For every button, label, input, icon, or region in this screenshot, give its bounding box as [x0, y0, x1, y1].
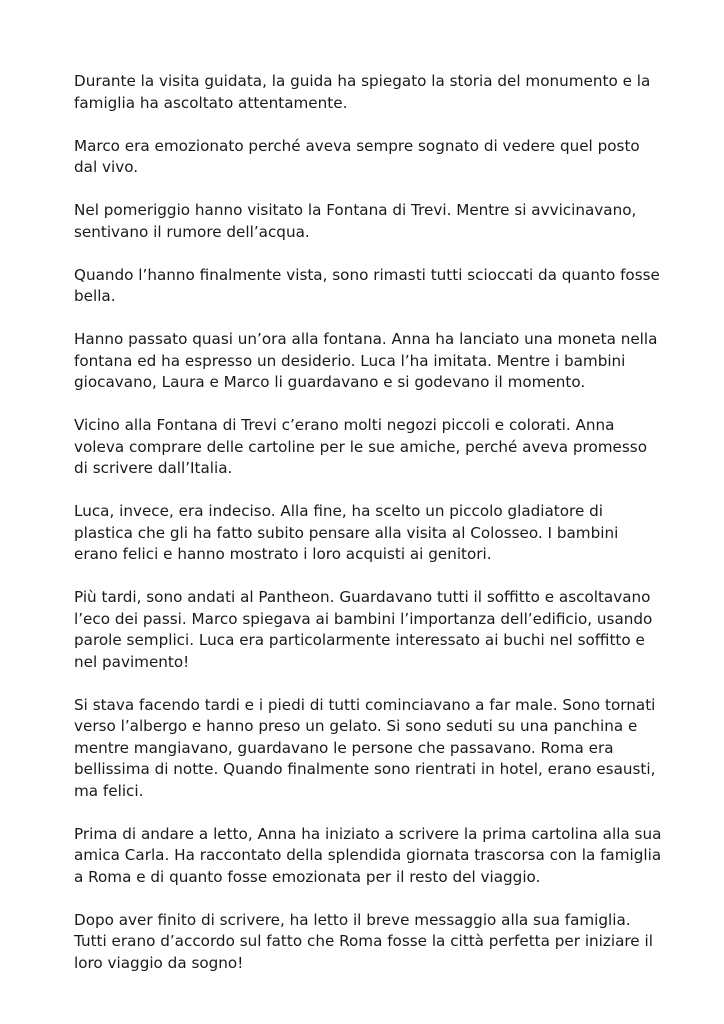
- paragraph-4: Quando l’hanno finalmente vista, sono rimasti tutti scioccati da quanto fosse bella.: [74, 265, 660, 305]
- paragraph-10: Prima di andare a letto, Anna ha iniziato a scrivere la prima cartolina alla sua amica Carla. Ha raccontato della splendida giornata trascorsa con la famiglia a Roma e di quanto fosse emozionata per il resto del viaggio.: [74, 824, 662, 886]
- paragraph-5: Hanno passato quasi un’ora alla fontana. Anna ha lanciato una moneta nella fontana ed ha espresso un desiderio. Luca l’ha imitata. Mentre i bambini giocavano, Laura e Marco li guardavano e si godevano il momento.: [74, 330, 658, 391]
- document-body: [74, 71, 664, 996]
- paragraph-2: Marco era emozionato perché aveva sempre sognato di vedere quel posto dal vivo.: [74, 136, 640, 176]
- paragraph-6: Vicino alla Fontana di Trevi c’erano molti negozi piccoli e colorati. Anna voleva comprare delle cartoline per le sue amiche, perché aveva promesso di scrivere dall’Italia.: [74, 416, 648, 477]
- paragraph-7: Luca, invece, era indeciso. Alla fine, ha scelto un piccolo gladiatore di plastica che gli ha fatto subito pensare alla visita al Colosseo. I bambini erano felici e hanno mostrato i loro acquisti ai genitori.: [74, 502, 619, 563]
- paragraph-11: Dopo aver finito di scrivere, ha letto il breve messaggio alla sua famiglia. Tutti erano d’accordo sul fatto che Roma fosse la città perfetta per iniziare il loro viaggio da sogno!: [74, 910, 653, 972]
- paragraph-1: Durante la visita guidata, la guida ha spiegato la storia del monumento e la famiglia ha ascoltato attentamente.: [74, 72, 651, 112]
- paragraph-9: Si stava facendo tardi e i piedi di tutti cominciavano a far male. Sono tornati verso l’albergo e hanno preso un gelato. Si sono seduti su una panchina e mentre mangiavano, guardavano le persone che passavano. Roma era bellissima di notte. Quando finalmente sono rientrati in hotel, erano esausti, ma felici.: [74, 695, 656, 800]
- paragraph-8: Più tardi, sono andati al Pantheon. Guardavano tutti il soffitto e ascoltavano l’eco dei passi. Marco spiegava ai bambini l’importanza dell’edificio, usando parole semplici. Luca era particolarmente interessato ai buchi nel soffitto e nel pavimento!: [74, 588, 653, 671]
- paragraph-3: Nel pomeriggio hanno visitato la Fontana di Trevi. Mentre si avvicinavano, sentivano il rumore dell’acqua.: [74, 201, 637, 241]
